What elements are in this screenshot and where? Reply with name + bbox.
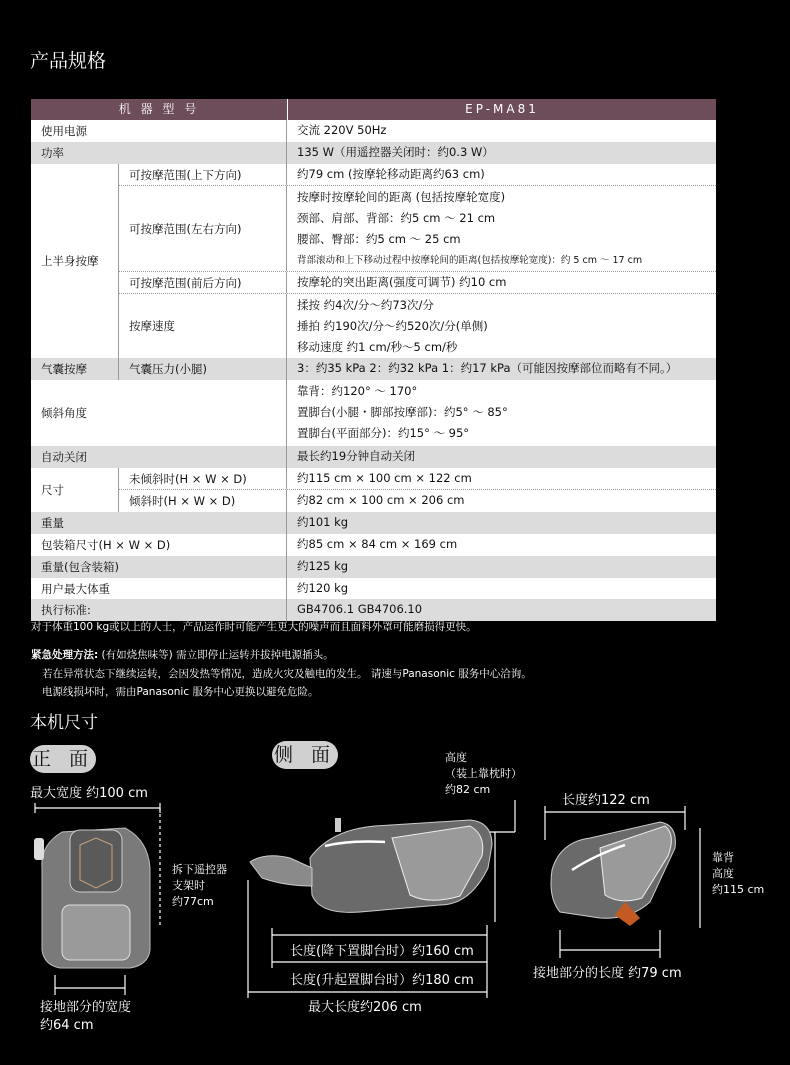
size-reclined-value: 约82 cm × 100 cm × 206 cm xyxy=(297,493,465,507)
upright-height-line: 约115 cm xyxy=(712,883,765,896)
model-label: 机 器 型 号 xyxy=(31,99,288,120)
upright-chair-illustration xyxy=(551,822,675,926)
upper-body-label: 上半身按摩 xyxy=(31,164,119,358)
auto-off-value: 最长约19分钟自动关闭 xyxy=(297,449,416,463)
emergency-line-2: 若在异常状态下继续运转，会因发热等情况，造成火灾及触电的发生。 请速与Panasonic 服务中心洽询。 xyxy=(42,668,532,680)
upright-height-line: 靠背 xyxy=(712,851,734,864)
package-size-value: 约85 cm × 84 cm × 169 cm xyxy=(297,537,458,551)
recline-line: 置脚台(小腿・脚部按摩部)：约5° ～ 85° xyxy=(297,405,508,419)
vertical-range-label: 可按摩范围(上下方向) xyxy=(119,164,287,185)
front-max-width: 最大宽度 约100 cm xyxy=(30,786,148,801)
standard-value: GB4706.1 GB4706.10 xyxy=(297,602,423,616)
remote-line: 支架时 xyxy=(172,879,205,892)
recline-line: 置脚台(平面部分)：约15° ～ 95° xyxy=(297,426,470,440)
upright-height-label xyxy=(712,850,764,898)
size-upright-label: 未倾斜时(H × W × D) xyxy=(119,468,287,489)
recline-line: 靠背：约120° ～ 170° xyxy=(297,384,418,398)
side-view-tag: 侧 面 xyxy=(272,741,338,769)
front-remote-label xyxy=(172,862,227,910)
weight-value: 约101 kg xyxy=(297,515,349,529)
side-height-line: 高度 xyxy=(445,751,467,764)
weight-note: 对于体重100 kg或以上的人士，产品运作时可能产生更大的噪声而且面料外罩可能磨损得更快。 xyxy=(31,621,477,633)
side-height-line: 约82 cm xyxy=(445,783,491,796)
emergency-text: (有如烧焦味等) 需立即停止运转并拔掉电源插头。 xyxy=(101,649,334,661)
base-width-line: 约64 cm xyxy=(40,1018,94,1033)
wattage-value: 135 W（用遥控器关闭时：约0.3 W） xyxy=(297,145,494,159)
spec-heading: 产品规格 xyxy=(30,50,107,72)
horizontal-line: 按摩时按摩轮间的距离 (包括按摩轮宽度) xyxy=(297,190,506,204)
speed-label: 按摩速度 xyxy=(119,294,287,358)
front-view-tag: 正 面 xyxy=(30,745,96,773)
base-width-line: 接地部分的宽度 xyxy=(40,1000,132,1015)
airbag-label: 气囊按摩 xyxy=(31,358,119,380)
model-value: EP-MA81 xyxy=(465,102,539,116)
front-chair-illustration xyxy=(34,828,150,968)
remote-line: 拆下遥控器 xyxy=(172,863,227,876)
side-length-lowered: 长度(降下置脚台时）约160 cm xyxy=(290,944,474,959)
recline-label: 倾斜角度 xyxy=(31,380,287,446)
horizontal-line: 腰部、臀部：约5 cm ～ 25 cm xyxy=(297,232,461,246)
depth-range-value: 按摩轮的突出距离(强度可调节) 约10 cm xyxy=(297,275,507,289)
side-max-length: 最大长度约206 cm xyxy=(308,1000,422,1015)
airbag-sublabel: 气囊压力(小腿) xyxy=(119,358,287,380)
horizontal-line: 颈部、肩部、背部：约5 cm ～ 21 cm xyxy=(297,211,496,225)
wattage-label: 功率 xyxy=(31,142,287,164)
depth-range-label: 可按摩范围(前后方向) xyxy=(119,272,287,293)
package-weight-label: 重量(包含装箱) xyxy=(31,556,287,578)
dims-heading: 本机尺寸 xyxy=(30,713,98,733)
side-length-raised: 长度(升起置脚台时）约180 cm xyxy=(290,973,474,988)
airbag-value: 3：约35 kPa 2：约32 kPa 1：约17 kPa（可能因按摩部位而略有不同。） xyxy=(297,361,678,375)
speed-line: 移动速度 约1 cm/秒～5 cm/秒 xyxy=(297,340,458,354)
upright-base-length: 接地部分的长度 约79 cm xyxy=(533,966,682,981)
auto-off-label: 自动关闭 xyxy=(31,446,287,468)
remote-line: 约77cm xyxy=(172,895,214,908)
vertical-range-value: 约79 cm (按摩轮移动距离约63 cm) xyxy=(297,167,485,181)
power-source-label: 使用电源 xyxy=(31,120,287,142)
speed-line: 捶拍 约190次/分～约520次/分(单侧) xyxy=(297,319,488,333)
size-label: 尺寸 xyxy=(31,468,119,512)
max-user-label: 用户最大体重 xyxy=(31,578,287,599)
weight-label: 重量 xyxy=(31,512,287,534)
max-user-value: 约120 kg xyxy=(297,581,349,595)
emergency-title: 紧急处理方法: xyxy=(31,649,99,661)
size-reclined-label: 倾斜时(H × W × D) xyxy=(119,490,287,512)
speed-line: 揉按 约4次/分～约73次/分 xyxy=(297,298,434,312)
emergency-line-3: 电源线损坏时，需由Panasonic 服务中心更换以避免危险。 xyxy=(42,686,319,698)
side-chair-illustration xyxy=(250,818,492,912)
horizontal-range-label: 可按摩范围(左右方向) xyxy=(119,186,287,271)
horizontal-line: 背部滚动和上下移动过程中按摩轮间的距离(包括按摩轮宽度)：约 5 cm ～ 17 cm xyxy=(297,255,643,266)
package-size-label: 包装箱尺寸(H × W × D) xyxy=(31,534,287,556)
size-upright-value: 约115 cm × 100 cm × 122 cm xyxy=(297,471,472,485)
standard-label: 执行标准: xyxy=(31,599,287,621)
upright-height-line: 高度 xyxy=(712,867,734,880)
upright-length: 长度约122 cm xyxy=(562,793,650,808)
side-height-line: （装上靠枕时） xyxy=(445,767,522,780)
front-base-width xyxy=(40,999,131,1035)
side-height-label xyxy=(445,750,522,798)
power-source-value: 交流 220V 50Hz xyxy=(297,123,387,137)
package-weight-value: 约125 kg xyxy=(297,559,349,573)
